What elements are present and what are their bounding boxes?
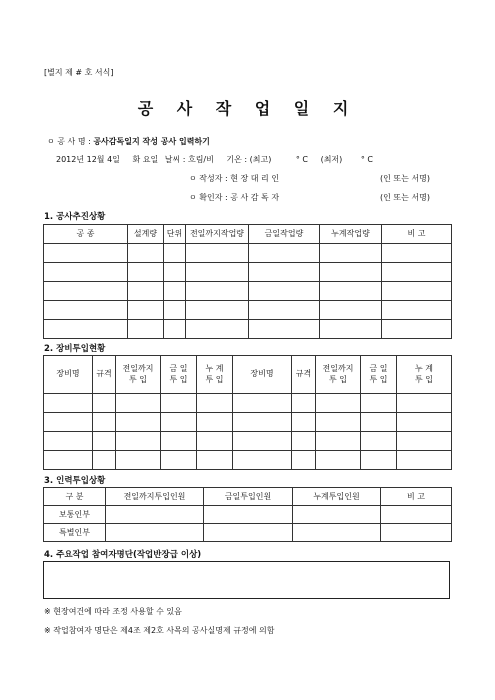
note-1: ※ 현장여건에 따라 조정 사용할 수 있음 xyxy=(44,607,182,616)
table-cell[interactable] xyxy=(106,506,204,524)
table-cell[interactable] xyxy=(44,263,128,282)
table-cell[interactable] xyxy=(197,451,233,470)
col-prev-bottom-2: 투 입 xyxy=(329,374,347,384)
table-cell[interactable] xyxy=(128,282,164,301)
writer-line: ㅇ 작성자 : 현 장 대 리 인 xyxy=(189,174,280,183)
table-cell[interactable] xyxy=(161,413,197,432)
table-cell[interactable] xyxy=(128,301,164,320)
table-cell[interactable] xyxy=(381,524,452,542)
table-cell[interactable] xyxy=(186,263,249,282)
manpower-table xyxy=(43,487,452,542)
table-cell[interactable] xyxy=(249,263,320,282)
table-cell[interactable] xyxy=(164,263,186,282)
table-cell[interactable] xyxy=(197,432,233,451)
table-cell[interactable] xyxy=(186,301,249,320)
table-cell[interactable] xyxy=(320,282,382,301)
table-cell[interactable] xyxy=(161,432,197,451)
table-row xyxy=(44,506,452,524)
equipment-table xyxy=(43,355,452,470)
table-cell[interactable] xyxy=(361,451,397,470)
table-row xyxy=(44,394,452,413)
col-unit: 단위 xyxy=(164,225,186,244)
table-cell[interactable] xyxy=(116,432,161,451)
table-row xyxy=(44,263,452,282)
work-progress-table xyxy=(43,224,452,339)
table-cell[interactable] xyxy=(361,394,397,413)
table-cell[interactable] xyxy=(44,244,128,263)
table-cell[interactable] xyxy=(320,244,382,263)
table-cell[interactable] xyxy=(164,282,186,301)
table-cell[interactable] xyxy=(93,451,116,470)
col-prev-top: 전일까지 xyxy=(122,363,154,373)
col-total-qty: 누계작업량 xyxy=(320,225,382,244)
table-cell[interactable] xyxy=(397,394,452,413)
temp-high-label: 기온 : (최고) xyxy=(226,155,272,164)
date-value: 2012년 12월 4일 xyxy=(56,155,120,164)
col-total-workers: 누계투입인원 xyxy=(293,488,381,506)
writer-sign: (인 또는 서명) xyxy=(380,174,430,183)
col-total-bottom: 투 입 xyxy=(205,374,224,384)
date-line xyxy=(56,154,373,165)
weekday-value: 화 요일 xyxy=(132,155,159,164)
table-cell[interactable] xyxy=(128,263,164,282)
section4-title: 4. 주요작업 참여자명단(작업반장급 이상) xyxy=(44,550,202,560)
table-cell[interactable] xyxy=(292,451,316,470)
table-cell[interactable] xyxy=(186,282,249,301)
col-today-workers: 금일투입인원 xyxy=(204,488,293,506)
table-cell[interactable] xyxy=(316,432,361,451)
note-2: ※ 작업참여자 명단은 제4조 제2호 사목의 공사실명제 규정에 의함 xyxy=(44,626,275,635)
col-total-input-2 xyxy=(397,356,452,394)
table-cell[interactable] xyxy=(397,432,452,451)
table-row xyxy=(44,413,452,432)
table-cell[interactable] xyxy=(128,244,164,263)
table-row xyxy=(44,432,452,451)
table-cell[interactable] xyxy=(44,451,93,470)
temp-low-label: (최저) xyxy=(320,155,343,164)
col-today-top-2: 금 일 xyxy=(369,363,388,373)
table-cell[interactable] xyxy=(186,320,249,339)
table-cell[interactable] xyxy=(161,394,197,413)
table-cell[interactable] xyxy=(382,320,452,339)
table-cell[interactable] xyxy=(106,524,204,542)
table-cell[interactable] xyxy=(44,413,93,432)
table-cell[interactable] xyxy=(292,413,316,432)
project-name: 공사감독일지 작성 공사 입력하기 xyxy=(93,137,210,146)
table-cell[interactable] xyxy=(249,244,320,263)
table-cell[interactable] xyxy=(93,413,116,432)
table-cell[interactable] xyxy=(382,301,452,320)
table-row xyxy=(44,320,452,339)
table-cell[interactable] xyxy=(204,506,293,524)
table-cell[interactable] xyxy=(44,301,128,320)
col-prev-bottom: 투 입 xyxy=(129,374,147,384)
col-today-top: 금 일 xyxy=(169,363,188,373)
table-cell[interactable] xyxy=(382,282,452,301)
table-cell[interactable] xyxy=(44,282,128,301)
table-cell[interactable] xyxy=(316,413,361,432)
table-cell[interactable] xyxy=(44,320,128,339)
col-prev-workers: 전일까지투입인원 xyxy=(106,488,204,506)
table-cell[interactable] xyxy=(316,451,361,470)
table-cell[interactable] xyxy=(249,301,320,320)
table-cell[interactable] xyxy=(197,394,233,413)
checker-line: ㅇ 확인자 : 공 사 감 독 자 xyxy=(189,193,280,202)
form-number: [별지 제 # 호 서식] xyxy=(44,68,114,77)
page-title: 공 사 작 업 일 지 xyxy=(137,99,358,118)
table-cell[interactable] xyxy=(116,394,161,413)
col-today-qty: 금일작업량 xyxy=(249,225,320,244)
table-header-row xyxy=(44,356,452,394)
row-label-general-labor: 보통인부 xyxy=(44,506,106,524)
section2-title: 2. 장비투입현황 xyxy=(44,344,106,354)
project-label: ㅇ 공 사 명 : xyxy=(47,137,91,146)
col-equip-spec: 규격 xyxy=(93,356,116,394)
table-cell[interactable] xyxy=(233,394,292,413)
col-design-qty: 설계량 xyxy=(128,225,164,244)
table-cell[interactable] xyxy=(361,432,397,451)
col-equip-name-2: 장비명 xyxy=(233,356,292,394)
table-cell[interactable] xyxy=(186,244,249,263)
col-prev-qty: 전일까지작업량 xyxy=(186,225,249,244)
col-today-bottom: 투 입 xyxy=(169,374,188,384)
col-today-input xyxy=(161,356,197,394)
table-cell[interactable] xyxy=(233,432,292,451)
participants-box[interactable] xyxy=(43,561,450,599)
table-row xyxy=(44,301,452,320)
table-cell[interactable] xyxy=(320,320,382,339)
col-prev-input-2 xyxy=(316,356,361,394)
table-header-row xyxy=(44,488,452,506)
col-remarks: 비 고 xyxy=(382,225,452,244)
table-cell[interactable] xyxy=(361,413,397,432)
table-cell[interactable] xyxy=(320,301,382,320)
table-cell[interactable] xyxy=(164,301,186,320)
table-cell[interactable] xyxy=(233,451,292,470)
table-cell[interactable] xyxy=(161,451,197,470)
col-total-bottom-2: 투 입 xyxy=(415,374,433,384)
table-cell[interactable] xyxy=(44,432,93,451)
table-cell[interactable] xyxy=(197,413,233,432)
table-cell[interactable] xyxy=(249,320,320,339)
temp-low-unit: ° C xyxy=(360,155,373,164)
table-row xyxy=(44,244,452,263)
table-cell[interactable] xyxy=(382,263,452,282)
col-category: 구 분 xyxy=(44,488,106,506)
table-cell[interactable] xyxy=(292,432,316,451)
table-cell[interactable] xyxy=(93,394,116,413)
table-cell[interactable] xyxy=(320,263,382,282)
table-cell[interactable] xyxy=(128,320,164,339)
col-equip-spec-2: 규격 xyxy=(292,356,316,394)
project-line xyxy=(47,136,210,147)
col-today-input-2 xyxy=(361,356,397,394)
weather-value: 날씨 : 흐림/비 xyxy=(164,155,214,164)
table-header-row xyxy=(44,225,452,244)
table-row xyxy=(44,451,452,470)
temp-high-unit: ° C xyxy=(295,155,309,164)
table-cell[interactable] xyxy=(397,413,452,432)
table-cell[interactable] xyxy=(116,451,161,470)
section3-title: 3. 인력투입상황 xyxy=(44,476,106,486)
table-cell[interactable] xyxy=(93,432,116,451)
table-cell[interactable] xyxy=(316,394,361,413)
table-cell[interactable] xyxy=(293,524,381,542)
table-cell[interactable] xyxy=(293,506,381,524)
table-cell[interactable] xyxy=(397,451,452,470)
table-cell[interactable] xyxy=(116,413,161,432)
col-total-top: 누 계 xyxy=(205,363,224,373)
col-remarks: 비 고 xyxy=(381,488,452,506)
col-total-input xyxy=(197,356,233,394)
section1-title: 1. 공사추진상황 xyxy=(44,212,106,222)
col-today-bottom-2: 투 입 xyxy=(369,374,388,384)
col-prev-input xyxy=(116,356,161,394)
table-cell[interactable] xyxy=(381,506,452,524)
col-prev-top-2: 전일까지 xyxy=(322,363,354,373)
table-cell[interactable] xyxy=(204,524,293,542)
table-cell[interactable] xyxy=(382,244,452,263)
col-work-type: 공 종 xyxy=(44,225,128,244)
col-total-top-2: 누 계 xyxy=(415,363,433,373)
checker-sign: (인 또는 서명) xyxy=(380,193,430,202)
col-equip-name: 장비명 xyxy=(44,356,93,394)
table-cell[interactable] xyxy=(44,394,93,413)
table-cell[interactable] xyxy=(249,282,320,301)
table-cell[interactable] xyxy=(292,394,316,413)
table-row xyxy=(44,282,452,301)
table-cell[interactable] xyxy=(164,320,186,339)
table-row xyxy=(44,524,452,542)
table-cell[interactable] xyxy=(233,413,292,432)
table-cell[interactable] xyxy=(164,244,186,263)
row-label-skilled-labor: 특별인부 xyxy=(44,524,106,542)
